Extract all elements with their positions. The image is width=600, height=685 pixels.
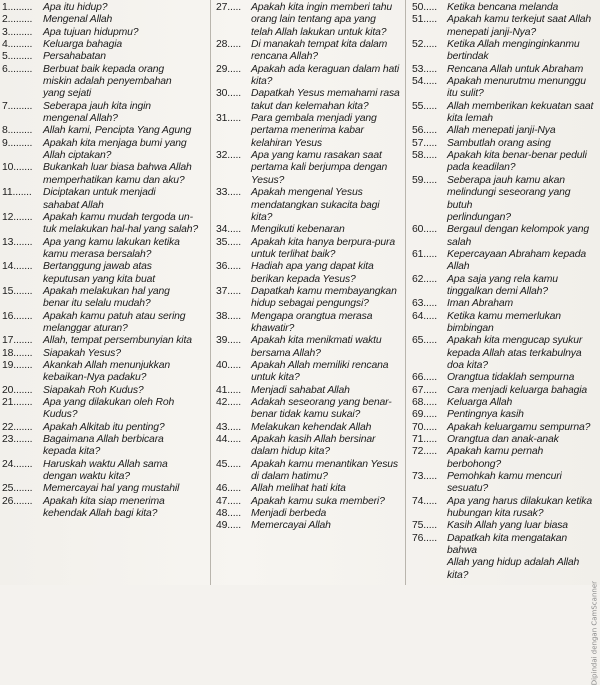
list-item — [216, 397, 402, 422]
item-number: 7......... — [2, 100, 33, 112]
item-title: Apakah kamu suka memberi? — [251, 495, 385, 507]
item-number: 62..... — [412, 273, 437, 285]
list-item — [2, 64, 208, 101]
item-title: Apa itu hidup? — [43, 2, 108, 13]
list-item — [2, 27, 208, 39]
list-item — [412, 150, 598, 175]
item-number: 39..... — [216, 335, 241, 347]
item-number: 38..... — [216, 310, 241, 322]
item-number: 58..... — [412, 150, 437, 162]
item-title: Adakah seseorang yang benar- benar tidak kamu sukai? — [251, 397, 392, 421]
item-number: 30..... — [216, 88, 241, 100]
item-title: Mengenal Allah — [43, 14, 113, 26]
list-item — [412, 397, 598, 409]
item-title: Apakah kamu menantikan Yesus di dalam hatimu? — [251, 458, 398, 483]
item-number: 50..... — [412, 2, 437, 13]
list-item — [216, 311, 402, 336]
item-number: 51..... — [412, 14, 437, 26]
list-item — [412, 446, 598, 471]
list-item — [216, 360, 402, 385]
item-number: 24....... — [2, 458, 33, 470]
list-item — [216, 459, 402, 484]
item-number: 3......... — [2, 26, 33, 38]
item-number: 14....... — [2, 261, 33, 273]
list-item — [2, 138, 208, 163]
item-number: 68..... — [412, 397, 437, 408]
topic-column-1 — [2, 2, 208, 520]
item-title: Dapatkah Yesus memahami rasa takut dan kelemahan kita? — [251, 88, 400, 112]
item-number: 53..... — [412, 63, 437, 75]
item-title: Kasih Allah yang luar biasa — [447, 520, 568, 532]
list-item — [216, 88, 402, 113]
list-item — [412, 76, 598, 101]
list-item — [216, 434, 402, 459]
item-title: Dapatkah kamu membayangkan hidup sebagai pengungsi? — [251, 285, 397, 310]
item-number: 17....... — [2, 335, 33, 347]
item-number: 46..... — [216, 483, 241, 495]
list-item — [412, 422, 598, 434]
item-number: 4......... — [2, 39, 33, 51]
item-title: Allah memberikan kekuatan saat kita lemah — [447, 100, 594, 125]
list-item — [2, 101, 208, 126]
list-item — [412, 175, 598, 224]
list-item — [216, 39, 402, 64]
item-title: Ketika bencana melanda — [447, 2, 559, 13]
item-title: Memercayai hal yang mustahil — [43, 483, 180, 495]
item-title: Orangtua tidaklah sempurna — [447, 372, 575, 384]
list-item — [2, 335, 208, 347]
item-title: Allah menepati janji-Nya — [447, 125, 556, 137]
item-title: Ketika kamu memerlukan bimbingan — [447, 310, 561, 334]
item-number: 73..... — [412, 471, 437, 483]
item-number: 10....... — [2, 162, 33, 174]
item-number: 56..... — [412, 125, 437, 137]
item-title: Ketika Allah menginginkanmu bertindak — [447, 39, 580, 63]
item-number: 76..... — [412, 532, 437, 544]
item-title: Apakah ada keraguan dalam hati kita? — [251, 63, 400, 88]
list-item — [2, 237, 208, 262]
list-item — [216, 385, 402, 397]
item-title: Apakah mengenal Yesus mendatangkan sukacita bagi kita? — [251, 187, 380, 223]
item-title: Orangtua dan anak-anak — [447, 434, 559, 446]
item-title: Kepercayaan Abraham kepada Allah — [447, 248, 586, 273]
list-item — [2, 187, 208, 212]
item-number: 23....... — [2, 434, 33, 446]
item-title: Apakah kita mengucap syukur kepada Allah atas terkabulnya doa kita? — [447, 335, 583, 371]
list-item — [216, 422, 402, 434]
list-item — [2, 360, 208, 385]
item-number: 13....... — [2, 236, 33, 248]
item-title: Siapakah Roh Kudus? — [43, 384, 144, 396]
list-item — [2, 2, 208, 14]
list-item — [2, 434, 208, 459]
item-number: 60..... — [412, 224, 437, 236]
item-title: Apakah kita siap menerima kehendak Allah bagi kita? — [43, 495, 165, 520]
item-number: 8......... — [2, 125, 33, 137]
list-item — [412, 2, 598, 14]
item-title: Iman Abraham — [447, 298, 513, 310]
list-item — [2, 496, 208, 521]
list-item — [412, 520, 598, 532]
list-item — [216, 520, 402, 532]
item-title: Siapakah Yesus? — [43, 347, 121, 359]
list-item — [2, 483, 208, 495]
list-item — [412, 335, 598, 372]
list-item — [2, 422, 208, 434]
item-number: 22....... — [2, 421, 33, 433]
item-number: 66..... — [412, 372, 437, 384]
list-item — [412, 434, 598, 446]
item-number: 42..... — [216, 397, 241, 408]
item-title: Hadiah apa yang dapat kita berikan kepada Yesus? — [251, 261, 374, 285]
item-title: Persahabatan — [43, 51, 106, 63]
item-number: 2......... — [2, 14, 33, 26]
item-title: Allah kami, Pencipta Yang Agung — [43, 125, 192, 137]
item-title: Di manakah tempat kita dalam rencana Allah? — [251, 39, 388, 63]
list-item — [216, 286, 402, 311]
item-number: 25....... — [2, 483, 33, 495]
list-item — [2, 212, 208, 237]
list-item — [412, 471, 598, 496]
list-item — [412, 298, 598, 310]
item-number: 21....... — [2, 397, 33, 408]
item-number: 63..... — [412, 298, 437, 310]
item-number: 32..... — [216, 150, 241, 162]
list-item — [216, 261, 402, 286]
item-number: 55..... — [412, 100, 437, 112]
column-divider — [210, 0, 211, 585]
list-item — [216, 508, 402, 520]
item-number: 72..... — [412, 446, 437, 458]
list-item — [2, 397, 208, 422]
item-number: 70..... — [412, 421, 437, 433]
list-item — [412, 138, 598, 150]
list-item — [216, 187, 402, 224]
item-number: 49..... — [216, 520, 241, 532]
item-title: Apakah kasih Allah bersinar dalam hidup kita? — [251, 434, 376, 458]
list-item — [412, 101, 598, 126]
item-title: Melakukan kehendak Allah — [251, 421, 372, 433]
item-title: Apa yang harus dilakukan ketika hubungan kita rusak? — [447, 495, 592, 520]
item-number: 16....... — [2, 310, 33, 322]
item-title: Allah, tempat persembunyian kita — [43, 335, 192, 347]
item-number: 11....... — [2, 187, 32, 199]
topic-column-3 — [412, 2, 598, 582]
item-title: Apa tujuan hidupmu? — [43, 26, 139, 38]
list-item — [216, 496, 402, 508]
item-title: Menjadi berbeda — [251, 508, 327, 520]
list-item — [2, 261, 208, 286]
item-number: 20....... — [2, 384, 33, 396]
item-title: Apakah kamu mudah tergoda un- tuk melakukan hal-hal yang salah? — [43, 211, 199, 236]
item-title: Bertanggung jawab atas keputusan yang kita buat — [43, 261, 155, 285]
topic-column-2 — [216, 2, 402, 533]
item-title: Mengikuti kebenaran — [251, 224, 345, 236]
item-title: Dapatkah kita mengatakan bahwa Allah yang hidup adalah Allah kita? — [447, 532, 580, 581]
item-number: 74..... — [412, 495, 437, 507]
item-number: 40..... — [216, 359, 241, 371]
item-title: Bagaimana Allah berbicara kepada kita? — [43, 434, 164, 458]
item-title: Apa yang kamu lakukan ketika kamu merasa bersalah? — [43, 236, 180, 260]
item-title: Apakah kita benar-benar peduli pada keadilan? — [447, 150, 587, 174]
item-number: 12....... — [2, 211, 33, 223]
list-item — [216, 64, 402, 89]
list-item — [216, 113, 402, 150]
item-number: 69..... — [412, 409, 437, 421]
item-title: Apakah Alkitab itu penting? — [43, 421, 165, 433]
list-item — [2, 14, 208, 26]
list-item — [2, 311, 208, 336]
list-item — [216, 150, 402, 187]
item-number: 15....... — [2, 285, 33, 297]
list-item — [412, 409, 598, 421]
item-number: 19....... — [2, 359, 33, 371]
item-title: Apakah kamu patuh atau sering melanggar aturan? — [43, 310, 186, 334]
item-title: Apa yang kamu rasakan saat pertama kali berjumpa dengan Yesus? — [251, 150, 388, 186]
item-title: Keluarga bahagia — [43, 39, 123, 51]
item-number: 54..... — [412, 76, 437, 88]
list-item — [2, 39, 208, 51]
list-item — [412, 274, 598, 299]
item-title: Apakah kita menikmati waktu bersama Allah? — [251, 335, 382, 359]
item-number: 27..... — [216, 2, 241, 13]
list-item — [412, 39, 598, 64]
item-title: Apakah menurutmu menunggu itu sulit? — [447, 76, 586, 100]
item-title: Allah melihat hati kita — [251, 483, 346, 495]
list-item — [412, 125, 598, 137]
list-item — [216, 237, 402, 262]
list-item — [216, 224, 402, 236]
item-number: 6......... — [2, 63, 33, 75]
list-item — [216, 483, 402, 495]
item-number: 28..... — [216, 39, 241, 51]
item-number: 61..... — [412, 248, 437, 260]
list-item — [2, 125, 208, 137]
item-title: Keluarga Allah — [447, 397, 513, 408]
item-number: 1......... — [2, 2, 33, 13]
list-item — [412, 14, 598, 39]
item-number: 5......... — [2, 51, 33, 63]
item-title: Para gembala menjadi yang pertama menerima kabar kelahiran Yesus — [251, 113, 377, 149]
item-title: Menjadi sahabat Allah — [251, 384, 350, 396]
item-title: Bergaul dengan kelompok yang salah — [447, 224, 589, 248]
column-divider — [405, 0, 406, 585]
list-item — [412, 533, 598, 582]
item-number: 33..... — [216, 187, 241, 199]
item-title: Sambutlah orang asing — [447, 137, 551, 149]
item-title: Apakah kamu pernah berbohong? — [447, 446, 544, 470]
item-title: Memercayai Allah — [251, 520, 331, 532]
item-title: Apa saja yang rela kamu tinggalkan demi Allah? — [447, 273, 558, 297]
list-item — [2, 459, 208, 484]
item-title: Diciptakan untuk menjadi sahabat Allah — [43, 187, 156, 211]
list-item — [412, 311, 598, 336]
item-number: 52..... — [412, 39, 437, 51]
list-item — [412, 385, 598, 397]
list-item — [412, 372, 598, 384]
list-item — [2, 162, 208, 187]
item-title: Bukankah luar biasa bahwa Allah memperhatikan kamu dan aku? — [43, 162, 192, 186]
item-number: 59..... — [412, 174, 437, 186]
list-item — [2, 385, 208, 397]
item-title: Apakah melakukan hal yang benar itu selalu mudah? — [43, 285, 170, 310]
list-item — [412, 224, 598, 249]
item-number: 34..... — [216, 224, 241, 236]
item-title: Berbuat baik kepada orang miskin adalah penyembahan yang sejati — [43, 63, 172, 100]
item-number: 65..... — [412, 335, 437, 347]
item-number: 64..... — [412, 310, 437, 322]
item-number: 71..... — [412, 434, 437, 446]
item-title: Apa yang dilakukan oleh Roh Kudus? — [43, 397, 175, 421]
item-number: 36..... — [216, 261, 241, 273]
list-item — [2, 286, 208, 311]
list-item — [216, 335, 402, 360]
item-number: 9......... — [2, 137, 33, 149]
item-title: Seberapa jauh kamu akan melindungi seseorang yang butuh perlindungan? — [447, 174, 571, 223]
item-title: Haruskah waktu Allah sama dengan waktu kita? — [43, 458, 168, 483]
item-title: Pentingnya kasih — [447, 409, 524, 421]
item-number: 35..... — [216, 236, 241, 248]
item-number: 48..... — [216, 508, 241, 520]
list-item — [412, 64, 598, 76]
item-title: Apakah kita menjaga bumi yang Allah ciptakan? — [43, 137, 187, 162]
item-title: Mengapa orangtua merasa khawatir? — [251, 310, 373, 334]
item-number: 18....... — [2, 347, 33, 359]
item-title: Apakah kamu terkejut saat Allah menepati janji-Nya? — [447, 14, 591, 38]
item-title: Pemohkah kamu mencuri sesuatu? — [447, 471, 562, 495]
list-item — [2, 51, 208, 63]
item-title: Apakah kita ingin memberi tahu orang lain tentang apa yang telah Allah lakukan untuk kita? — [251, 2, 393, 38]
item-number: 67..... — [412, 384, 437, 396]
item-number: 47..... — [216, 495, 241, 507]
item-number: 44..... — [216, 434, 241, 446]
item-number: 26....... — [2, 495, 33, 507]
item-title: Apakah kita hanya berpura-pura untuk terlihat baik? — [251, 236, 395, 260]
item-title: Akankah Allah menunjukkan kebaikan-Nya padaku? — [43, 359, 170, 384]
item-title: Apakah keluargamu sempurna? — [447, 421, 591, 433]
item-number: 37..... — [216, 285, 241, 297]
item-number: 45..... — [216, 458, 241, 470]
item-title: Apakah Allah memiliki rencana untuk kita? — [251, 359, 389, 384]
list-item — [412, 496, 598, 521]
list-item — [412, 249, 598, 274]
item-title: Seberapa jauh kita ingin mengenal Allah? — [43, 100, 151, 125]
item-number: 31..... — [216, 113, 241, 125]
list-item — [216, 2, 402, 39]
item-title: Rencana Allah untuk Abraham — [447, 63, 584, 75]
item-number: 43..... — [216, 421, 241, 433]
item-number: 57..... — [412, 137, 437, 149]
item-number: 41..... — [216, 384, 241, 396]
list-item — [2, 348, 208, 360]
item-number: 29..... — [216, 63, 241, 75]
item-number: 75..... — [412, 520, 437, 532]
scanner-watermark: Dipindai dengan CamScanner — [590, 581, 598, 685]
item-title: Cara menjadi keluarga bahagia — [447, 384, 588, 396]
